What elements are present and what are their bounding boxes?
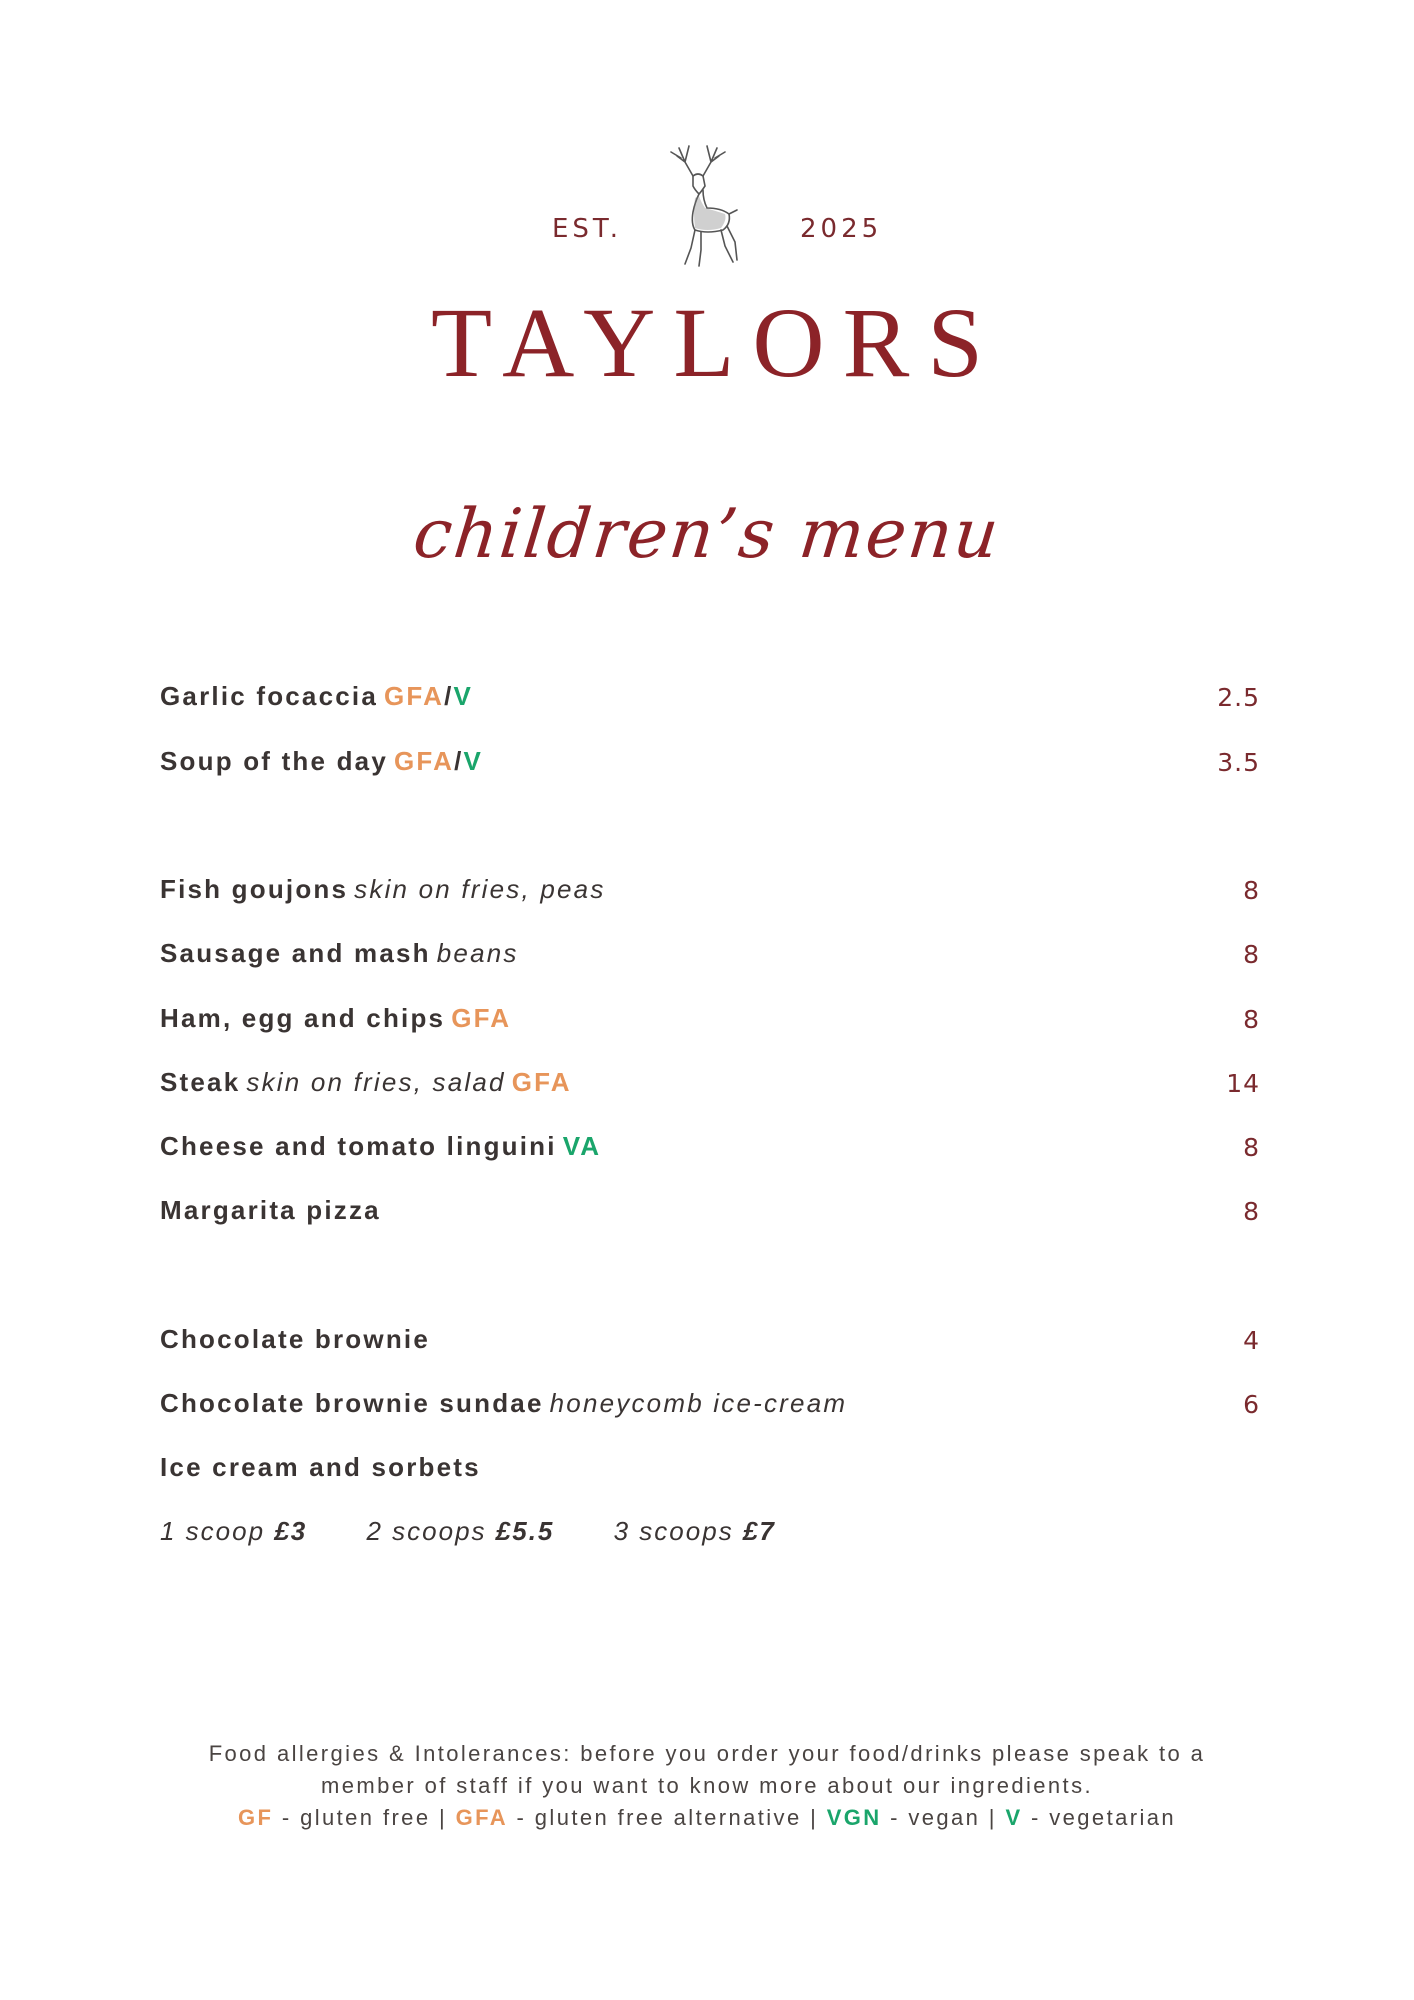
v-key: V — [1005, 1805, 1023, 1830]
item-name: Steak — [160, 1067, 241, 1097]
footer-line-1: Food allergies & Intolerances: before you order your food/drinks please speak to a — [208, 1741, 1206, 1766]
item-price: 14 — [1226, 1069, 1260, 1098]
item-price: 8 — [1243, 876, 1260, 905]
menu-item — [160, 1003, 1260, 1043]
year-label: 2025 — [800, 214, 883, 244]
va-tag: VA — [562, 1131, 602, 1161]
vgn-key: VGN — [826, 1805, 882, 1830]
menu-item — [160, 746, 1260, 786]
item-description: skin on fries, salad — [246, 1067, 506, 1097]
gfa-tag: GFA — [451, 1003, 512, 1033]
scoop-price: £5.5 — [495, 1516, 555, 1546]
item-name: Chocolate brownie — [160, 1324, 430, 1354]
scoop-label: 2 scoops — [366, 1516, 487, 1546]
est-label: EST. — [552, 214, 622, 244]
tag-separator: / — [454, 746, 464, 776]
footer-legend — [0, 1802, 1414, 1834]
item-name: Margarita pizza — [160, 1195, 381, 1225]
menu-item — [160, 938, 1260, 978]
menu-item — [160, 1388, 1260, 1428]
item-name: Garlic focaccia — [160, 681, 378, 711]
item-name: Ham, egg and chips — [160, 1003, 446, 1033]
brand-title: TAYLORS — [431, 287, 1001, 398]
gfa-key: GFA — [455, 1805, 509, 1830]
gfa-tag: GFA — [394, 746, 455, 776]
veg-tag: V — [463, 746, 484, 776]
vgn-text: - vegan | — [881, 1805, 1006, 1830]
allergy-footer — [0, 1738, 1414, 1834]
scoop-prices — [160, 1516, 776, 1547]
scoop-price: £3 — [274, 1516, 308, 1546]
item-description: beans — [436, 938, 519, 968]
item-name: Ice cream and sorbets — [160, 1452, 481, 1482]
item-name: Sausage and mash — [160, 938, 431, 968]
item-name: Cheese and tomato linguini — [160, 1131, 557, 1161]
item-price: 8 — [1243, 1133, 1260, 1162]
gf-text: - gluten free | — [273, 1805, 456, 1830]
item-price: 2.5 — [1217, 683, 1260, 712]
scoop-price: £7 — [742, 1516, 776, 1546]
item-price: 6 — [1243, 1390, 1260, 1419]
item-price: 4 — [1243, 1326, 1260, 1355]
v-text: - vegetarian — [1022, 1805, 1177, 1830]
menu-item — [160, 1131, 1260, 1171]
tag-separator: / — [444, 681, 454, 711]
gfa-tag: GFA — [511, 1067, 572, 1097]
item-name: Fish goujons — [160, 874, 349, 904]
scoop-label: 3 scoops — [613, 1516, 734, 1546]
stag-icon — [655, 138, 755, 270]
item-name: Soup of the day — [160, 746, 388, 776]
menu-item — [160, 681, 1260, 721]
veg-tag: V — [453, 681, 474, 711]
menu-subtitle: children’s menu — [409, 495, 1005, 574]
gfa-text: - gluten free alternative | — [508, 1805, 827, 1830]
scoop-label: 1 scoop — [160, 1516, 266, 1546]
menu-item — [160, 1195, 1260, 1235]
menu-item — [160, 874, 1260, 914]
item-description: honeycomb ice-cream — [549, 1388, 848, 1418]
menu-item — [160, 1324, 1260, 1364]
gfa-tag: GFA — [384, 681, 445, 711]
item-description: skin on fries, peas — [354, 874, 606, 904]
menu-item — [160, 1452, 1260, 1492]
item-price: 8 — [1243, 940, 1260, 969]
gf-key: GF — [237, 1805, 274, 1830]
item-price: 8 — [1243, 1197, 1260, 1226]
menu-item — [160, 1067, 1260, 1107]
item-name: Chocolate brownie sundae — [160, 1388, 544, 1418]
item-price: 3.5 — [1217, 748, 1260, 777]
footer-line-2: member of staff if you want to know more about our ingredients. — [320, 1773, 1093, 1798]
item-price: 8 — [1243, 1005, 1260, 1034]
